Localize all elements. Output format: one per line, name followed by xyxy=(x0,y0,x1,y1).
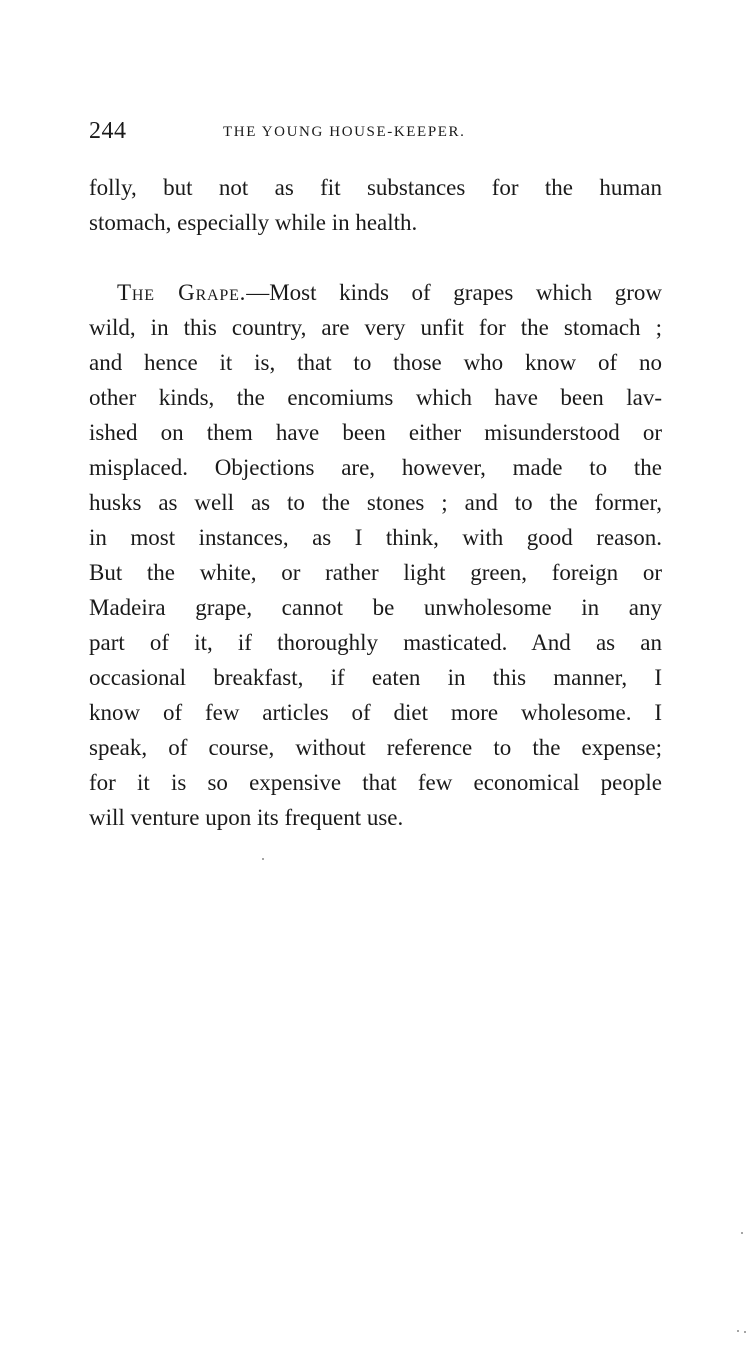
text-line: in most instances, as I think, with good reason. xyxy=(89,525,662,550)
text-line: Madeira grape, cannot be unwholesome in any xyxy=(89,595,662,620)
paragraph-the-grape xyxy=(89,275,662,835)
text-line: occasional breakfast, if eaten in this manner, I xyxy=(89,665,662,690)
text-line: for it is so expensive that few economical people xyxy=(89,770,662,795)
text-line-rest: —Most kinds of grapes which grow xyxy=(246,280,662,305)
text-line: misplaced. Objections are, however, made to the xyxy=(89,455,662,480)
paragraph-continued xyxy=(89,170,662,240)
text-line: know of few articles of diet more wholesome. I xyxy=(89,700,662,725)
running-head xyxy=(89,117,664,147)
paper-speck xyxy=(737,1330,739,1332)
paper-speck xyxy=(262,858,264,860)
section-heading: The Grape. xyxy=(117,280,247,305)
text-line: wild, in this country, are very unfit for the stomach ; xyxy=(89,315,662,340)
text-line: folly, but not as fit substances for the human xyxy=(89,175,662,200)
text-line: husks as well as to the stones ; and to the former, xyxy=(89,490,662,515)
text-line: will venture upon its frequent use. xyxy=(89,805,404,830)
text-line xyxy=(89,275,662,310)
text-line: stomach, especially while in health. xyxy=(89,210,418,235)
text-line: speak, of course, without reference to the expense; xyxy=(89,735,662,760)
text-line: ished on them have been either misunderstood or xyxy=(89,420,662,445)
text-line: and hence it is, that to those who know of no xyxy=(89,350,662,375)
paper-speck xyxy=(744,1331,746,1333)
text-line: part of it, if thoroughly masticated. And as an xyxy=(89,630,662,655)
text-line: But the white, or rather light green, foreign or xyxy=(89,560,662,585)
text-line: other kinds, the encomiums which have been lav- xyxy=(89,385,662,410)
page-number: 244 xyxy=(89,118,127,144)
paper-speck xyxy=(741,1232,743,1234)
running-title: THE YOUNG HOUSE-KEEPER. xyxy=(223,124,466,140)
